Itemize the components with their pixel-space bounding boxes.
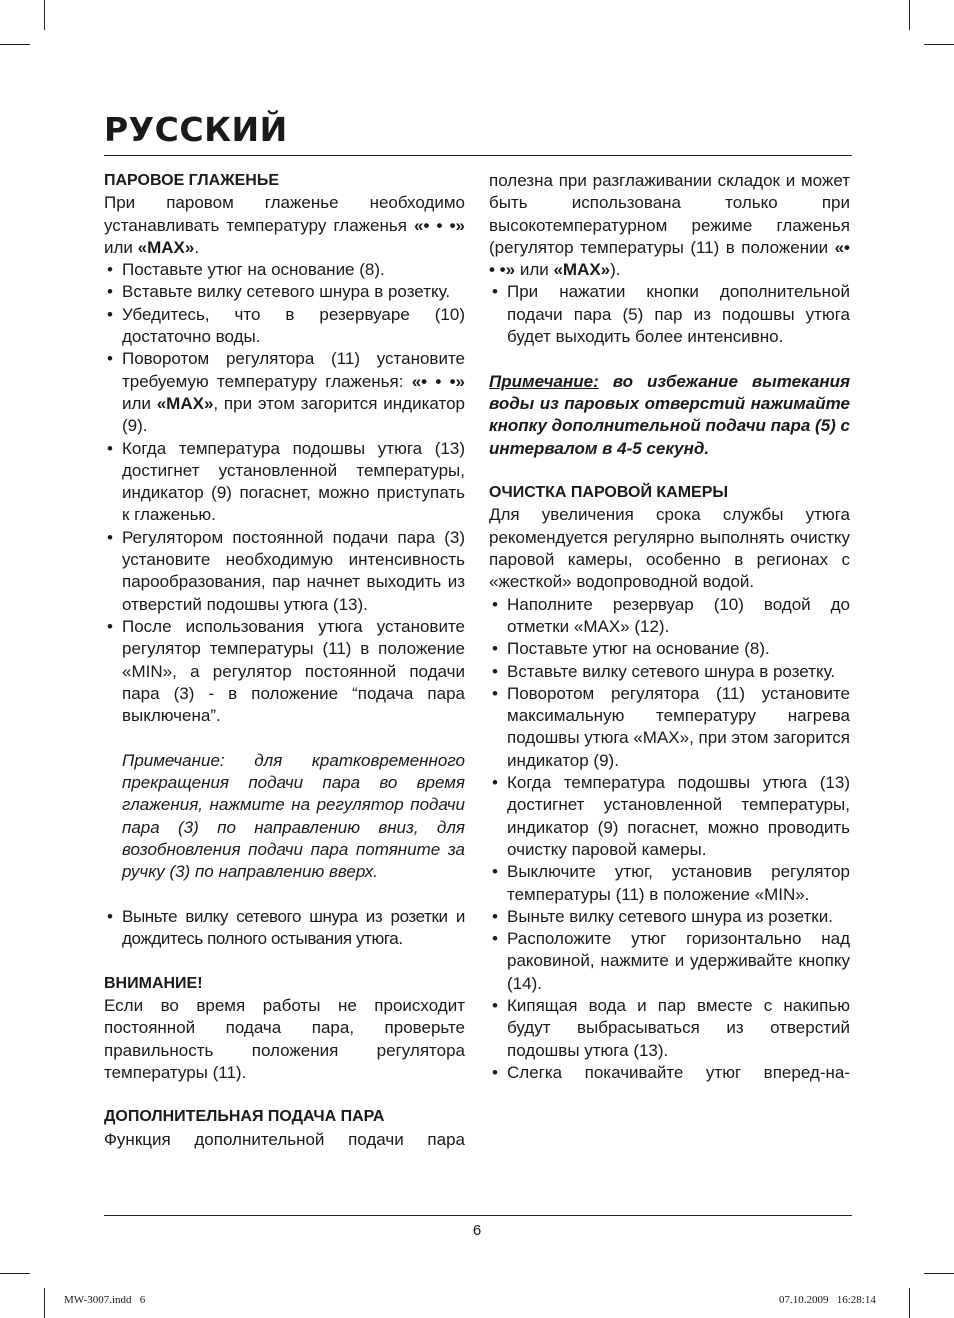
top-rule [104,155,852,156]
list-item: • Регулятором постоянной подачи пара (3) установите необходимую интенсивность парообразования, пар начнет выходить из отверстий подошвы утюга (13). [104,527,465,616]
file-slug: MW-3007.indd 6 [64,1294,146,1306]
list-item: • Наполните резервуар (10) водой до отметки «MAX» (12). [489,594,850,639]
list-item: • При нажатии кнопки дополнительной подачи пара (5) пар из подошвы утюга будет выходить более интенсивно. [489,281,850,348]
list-item: • Выньте вилку сетевого шнура из розетки. [489,906,850,928]
paragraph: Для увеличения срока службы утюга рекомендуется регулярно выполнять очистку паровой камеры, особенно в регионах с «жесткой» водопроводной водой. [489,505,850,592]
crop-mark [909,0,910,30]
paragraph: полезна при разглаживании складок и может быть использована только при высокотемпературном режиме глаженья (регулятор температуры (11) в положении «• • •» или «MAX»). [489,171,850,280]
spacer [104,727,465,749]
bullet-list [489,281,850,348]
list-item: • Поставьте утюг на основание (8). [104,259,465,281]
list-item: • Когда температура подошвы утюга (13) достигнет установленной температуры, индикатор (9) погаснет, можно приступать к глаженью. [104,438,465,527]
list-item: • Поставьте утюг на основание (8). [489,638,850,660]
list-item: • Вставьте вилку сетевого шнура в розетку. [104,281,465,303]
paragraph: Если во время работы не происходит постоянной подача пара, проверьте правильность положения регулятора температуры (11). [104,995,465,1082]
list-item: • Поворотом регулятора (11) установите требуемую температуру глаженья: «• • •» или «MAX», при этом загорится индикатор (9). [104,348,465,437]
crop-mark [0,44,30,45]
crop-mark [44,1288,45,1318]
list-item: • Выньте вилку сетевого шнура из розетки и дождитесь полного остывания утюга. [104,906,465,951]
section-title-extra-steam: ДОПОЛНИТЕЛЬНАЯ ПОДАЧА ПАРА [104,1108,385,1126]
list-item: • Когда температура подошвы утюга (13) достигнет установленной температуры, индикатор (9) погаснет, можно проводить очистку паровой камеры. [489,772,850,861]
crop-mark [924,1273,954,1274]
date-slug: 07.10.2009 16:28:14 [779,1294,876,1306]
right-column [489,170,850,1084]
crop-mark [44,0,45,30]
spacer [104,950,465,972]
crop-mark [909,1288,910,1318]
bullet-list [104,906,465,951]
section-title-attention: ВНИМАНИЕ! [104,974,203,992]
bullet-list [104,259,465,727]
list-item: • Кипящая вода и пар вместе с накипью будут выбрасываться из отверстий подошвы утюга (13). [489,995,850,1062]
note: Примечание: во избежание вытекания воды из паровых отверстий нажимайте кнопку дополнительной подачи пара (5) с интервалом в 4-5 секунд. [489,371,850,458]
bottom-rule [104,1215,852,1216]
note: Примечание: для кратковременного прекращения подачи пара во время глажения, нажмите на регулятор подачи пара (3) по направлению вниз, для возобновления подачи пара потяните за ручку (3) по направлению вверх. [122,750,465,882]
spacer [489,348,850,370]
page-heading: РУССКИЙ [104,110,288,149]
list-item: • Слегка покачивайте утюг вперед-на- [489,1062,850,1084]
list-item: • После использования утюга установите регулятор температуры (11) в положение «MIN», а регулятор постоянной подачи пара (3) - в положение “подача пара выключена”. [104,616,465,727]
spacer [104,1084,465,1106]
section-title-cleaning: ОЧИСТКА ПАРОВОЙ КАМЕРЫ [489,484,729,502]
paragraph: При паровом глаженье необходимо устанавливать температуру глаженья «• • •» или «MAX». [104,193,465,257]
spacer [104,884,465,906]
list-item: • Убедитесь, что в резервуаре (10) достаточно воды. [104,304,465,349]
left-column [104,170,465,1151]
paragraph: Функция дополнительной подачи пара [104,1129,465,1149]
list-item: • Поворотом регулятора (11) установите максимальную температуру нагрева подошвы утюга «MAX», при этом загорится индикатор (9). [489,683,850,772]
crop-mark [924,44,954,45]
section-title-steam-ironing: ПАРОВОЕ ГЛАЖЕНЬЕ [104,172,279,189]
spacer [489,460,850,482]
page-number: 6 [472,1222,482,1239]
list-item: • Вставьте вилку сетевого шнура в розетку. [489,661,850,683]
list-item: • Выключите утюг, установив регулятор температуры (11) в положение «MIN». [489,861,850,906]
list-item: • Расположите утюг горизонтально над раковиной, нажмите и удерживайте кнопку (14). [489,928,850,995]
crop-mark [0,1273,30,1274]
bullet-list [489,594,850,1085]
